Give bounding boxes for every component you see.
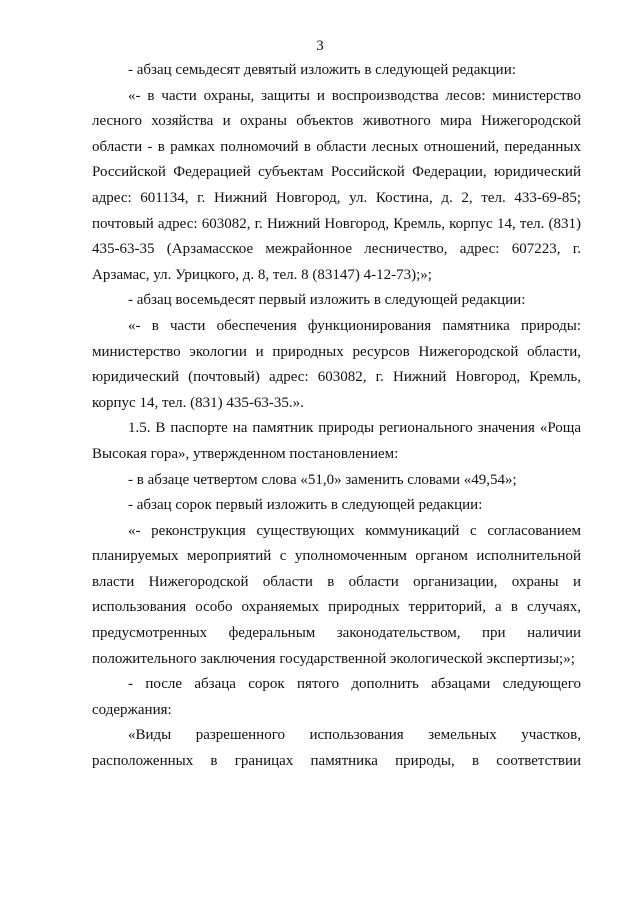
paragraph-abzac-81: - абзац восемьдесят первый изложить в следующей редакции: xyxy=(128,292,526,309)
paragraph-abzac-4-replace: - в абзаце четвертом слова «51,0» заменить словами «49,54»; xyxy=(128,471,517,488)
paragraph-section-1-5: 1.5. В паспорте на памятник природы регионального значения «Роща Высокая гора», утвержденном постановлением: xyxy=(92,420,581,462)
paragraph-reconstruction: «- реконструкция существующих коммуникаций с согласованием планируемых мероприятий с уполномоченным органом исполнительной власти Нижегородской области в области организации, охраны и использования особо охраняемых природных территорий, а в случаях, предусмотренных федеральным законодательством, при наличии положительного заключения государственной экологической экспертизы;»; xyxy=(92,522,581,667)
paragraph-land-use-types: «Виды разрешенного использования земельных участков, расположенных в границах памятника природы, в соответствии xyxy=(92,727,581,770)
paragraph-abzac-41: - абзац сорок первый изложить в следующей редакции: xyxy=(128,497,483,514)
paragraph-abzac-79: - абзац семьдесят девятый изложить в следующей редакции: xyxy=(128,62,516,78)
paragraph-forestry-ministry: «- в части охраны, защиты и воспроизводства лесов: министерство лесного хозяйства и охраны объектов животного мира Нижегородской области - в рамках полномочий в области лесных отношений, переданных Российской Федерацией субъектам Российской Федерации, юридический адрес: 601134, г. Нижний Новгород, ул. Костина, д. 2, тел. 433-69-85; почтовый адрес: 603082, г. Нижний Новгород, Кремль, корпус 14, тел. (831) 435-63-35 (Арзамасское межрайонное лесничество, адрес: 607223, г. Арзамас, ул. Урицкого, д. 8, тел. 8 (83147) 4-12-73);»; xyxy=(92,87,581,283)
page-number: 3 xyxy=(316,38,324,54)
paragraph-after-abzac-45: - после абзаца сорок пятого дополнить абзацами следующего содержания: xyxy=(92,676,581,718)
paragraph-ecology-ministry: «- в части обеспечения функционирования памятника природы: министерство экологии и природных ресурсов Нижегородской области, юридический (почтовый) адрес: 603082, г. Нижний Новгород, Кремль, корпус 14, тел. (831) 435-63-35.». xyxy=(92,317,581,411)
document-body xyxy=(92,58,581,775)
